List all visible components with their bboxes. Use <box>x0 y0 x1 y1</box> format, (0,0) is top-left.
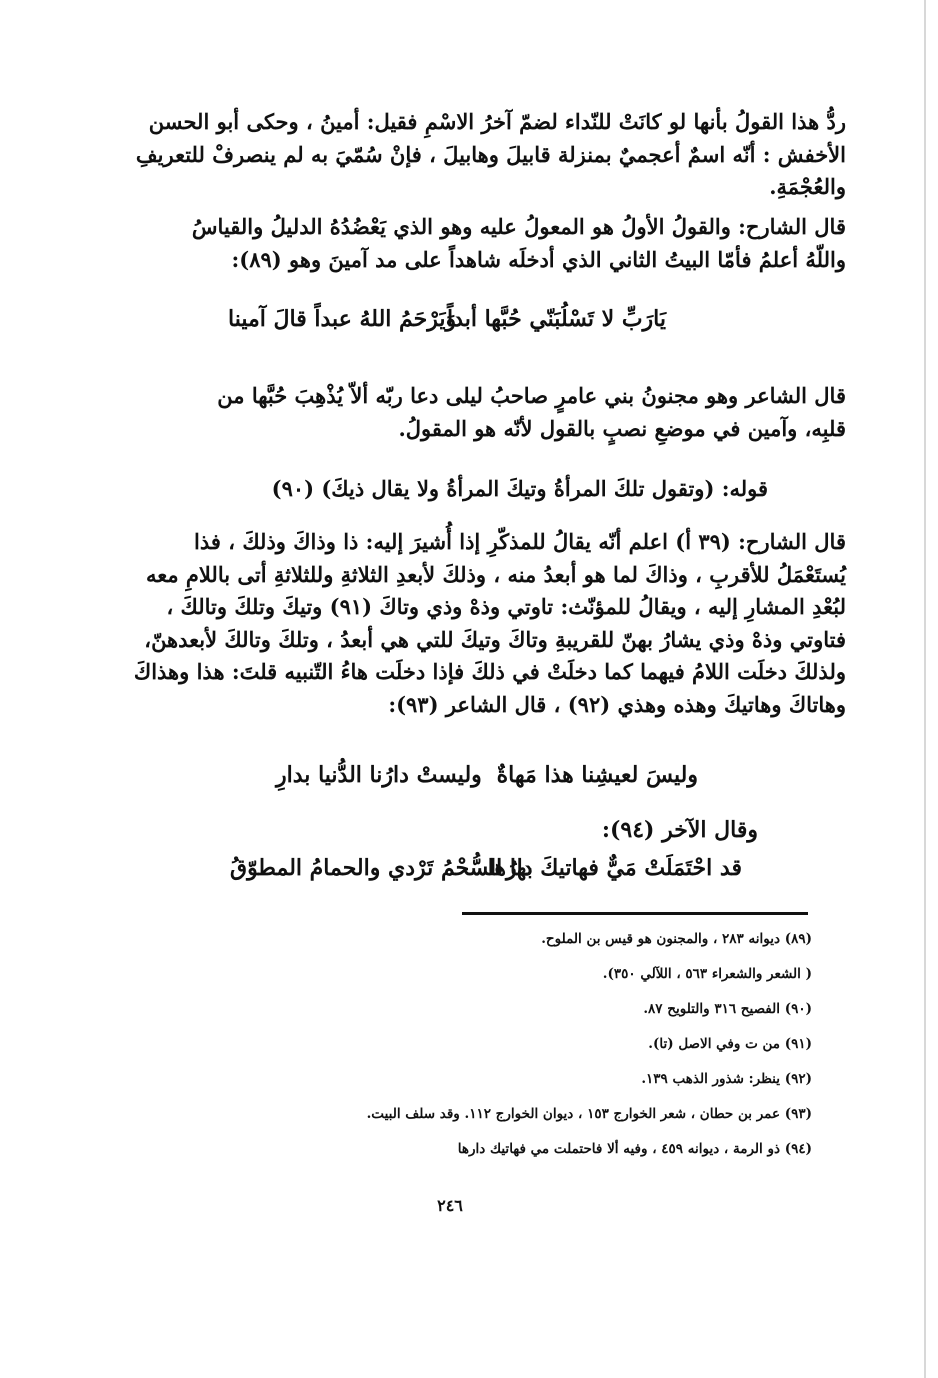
text-line: ولذلكَ دخلَت اللامُ فيهما كما دخلَتْ في ذلكَ فإذا دخلَت هاءُ التّنبيه قلتَ: هذا وهذاكَ <box>133 659 846 684</box>
verse-3-hemistich-right: قد احْتَمَلَتْ مَيٌّ فهاتيكَ دارُها <box>487 855 742 881</box>
text-line: قال الشارح: (٣٩ أ) اعلم أنّه يقالُ للمذكّرِ إذا أُشيرَ إليه: ذا وذاكَ وذلكَ ، فذا <box>194 529 846 554</box>
text-line: قال الشارح: والقولُ الأولُ هو المعولُ عليه وهو الذي يَعْضُدُهُ الدليلُ والقياسُ <box>191 214 846 239</box>
text-line: فتاوتي وذهْ وذي يشارُ بهنّ للقريبةِ وتاكَ وتيكَ للتي هي أبعدُ ، وتلكَ وتالكَ لأبعدهنّ، <box>144 626 846 652</box>
text-line: لبُعْدِ المشارِ إليه ، ويقالُ للمؤنّث: تاوتي وذهْ وذي وتاكَ (٩١) وتيكَ وتلكَ وتالكَ ، <box>166 594 846 619</box>
verse-2-hemistich-right: وليسَ لعيشِنا هذا مَهاةٌ <box>496 762 698 788</box>
verse-2-hemistich-left: وليستْ دارُنا الدُّنيا بدارِ <box>276 762 482 788</box>
footnote: (٩٠) الفصيح ٣١٦ والتلويح ٨٧. <box>643 1001 812 1017</box>
paragraph-3 <box>128 380 846 445</box>
text-line: قوله: (وتقول تلكَ المرأةُ وتيكَ المرأةُ ولا يقال ذيكَ) (٩٠) <box>271 476 768 501</box>
text-line: قلبِه، وآمين في موضعِ نصبٍ بالقول لأنّه هو المقولُ. <box>398 415 846 441</box>
footnote: (٨٩) ديوانه ٢٨٣ ، والمجنون هو قيس بن الملوح. <box>541 931 812 947</box>
text-line: والعُجْمَةِ. <box>769 174 846 199</box>
paragraph-4 <box>128 526 846 721</box>
verse-3-hemistich-left: بها السُّحْمُ تَرْدي والحمامُ المطوّقُ <box>230 855 533 881</box>
footnote: (٩٣) عمر بن حطان ، شعر الخوارج ١٥٣ ، ديوان الخوارج ١١٢. وقد سلف البيت. <box>366 1106 812 1122</box>
footnote: (٩١) من ت وفي الاصل (تا). <box>648 1036 812 1052</box>
paragraph-2 <box>128 211 846 276</box>
footnote: (٩٢) ينظر: شذور الذهب ١٣٩. <box>641 1071 812 1087</box>
page-edge-shadow <box>924 0 926 1378</box>
verse-1-hemistich-right: يَارَبِّ لا تَسْلُبَنّي حُبَّها أبداً <box>447 306 666 332</box>
footnote: ( الشعر والشعراء ٥٦٣ ، اللآلي ٣٥٠). <box>602 966 812 982</box>
text-line: ردُّ هذا القولُ بأنها لو كانَتْ للنّداء لضمّ آخرُ الاسْمِ فقيل: أمينُ ، وحكى أبو الحسن <box>148 109 846 134</box>
footnote: (٩٤) ذو الرمة ، ديوانه ٤٥٩ ، وفيه ألا فاحتملت مي فهاتيك دارها <box>457 1141 812 1157</box>
text-line: الأخفش : أنّه اسمٌ أعجميٌ بمنزلة قابيلَ وهابيلَ ، فإنْ سُمّيَ به لم ينصرفْ للتعريفِ <box>135 141 846 167</box>
text-line: وهاتاكَ وهاتيكَ وهذه وهذي (٩٢) ، قال الشاعر (٩٣): <box>388 691 846 717</box>
verse-3-intro: وقال الآخر (٩٤): <box>601 817 758 843</box>
text-line: واللّهُ أعلمُ فأمّا البيتُ الثاني الذي أدخلَه شاهداً على مد آمينَ وهو (٨٩): <box>231 246 846 272</box>
footnotes <box>300 922 812 1167</box>
text-line: قال الشاعر وهو مجنونُ بني عامرٍ صاحبُ ليلى دعا ربّه ألاّ يُذْهِبَ حُبَّها من <box>217 383 846 408</box>
page-number: ٢٤٦ <box>437 1196 463 1215</box>
text-line: يُستَعْمَلُ للأقربِ ، وذاكَ لما هو أبعدُ منه ، وذلكَ لأبعدِ الثلاثةِ وللثلاثةِ أتى باللامِ معه <box>145 561 846 587</box>
footnote-separator <box>462 912 808 915</box>
paragraph-1 <box>128 106 846 204</box>
quote-line <box>271 473 768 506</box>
verse-1-hemistich-left: وَيَرْحَمُ اللهُ عبداً قالَ آمينا <box>228 306 457 332</box>
